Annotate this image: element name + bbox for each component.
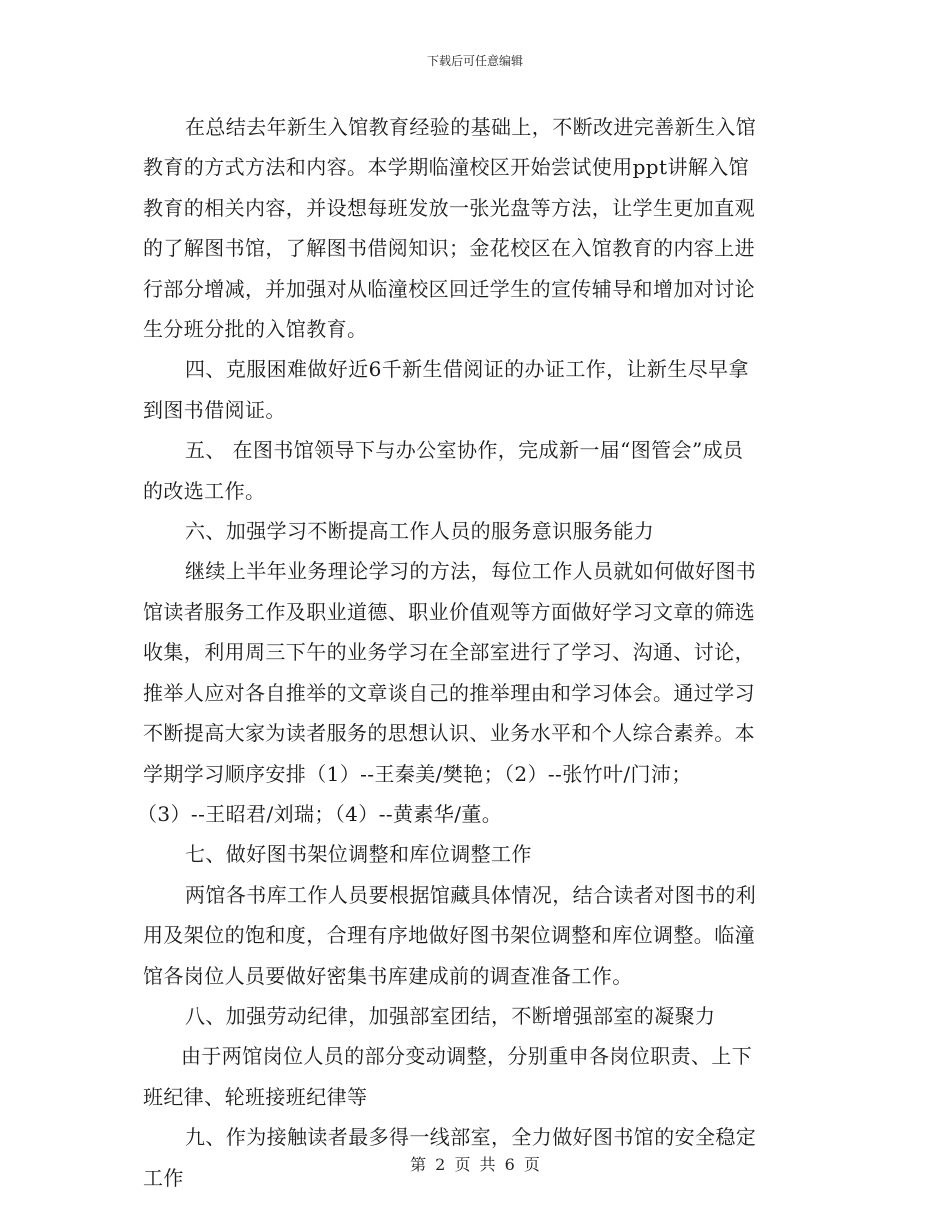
paragraph-line: 班纪律、轮班接班纪律等 bbox=[143, 1084, 368, 1109]
paragraph-line: 馆读者服务工作及职业道德、职业价值观等方面做好学习文章的筛选 bbox=[143, 599, 755, 624]
paragraph-line: 行部分增减，并加强对从临潼校区回迁学生的宣传辅导和增加对讨论 bbox=[143, 276, 755, 301]
page-header: 下载后可任意编辑 bbox=[426, 54, 523, 68]
paragraph-line: 收集，利用周三下午的业务学习在全部室进行了学习、沟通、讨论， bbox=[143, 640, 755, 665]
section-heading-5: 五、 在图书馆领导下与办公室协作，完成新一届“图管会”成员 bbox=[185, 438, 744, 463]
paragraph-line: 不断提高大家为读者服务的思想认识、业务水平和个人综合素养。本 bbox=[143, 721, 755, 746]
paragraph-line: 两馆各书库工作人员要根据馆藏具体情况，结合读者对图书的利 bbox=[185, 882, 757, 907]
paragraph-line: 在总结去年新生入馆教育经验的基础上，不断改进完善新生入馆 bbox=[185, 115, 757, 139]
paragraph-line: 推举人应对各自推举的文章谈自己的推举理由和学习体会。通过学习 bbox=[143, 680, 755, 705]
section-heading-4: 四、克服困难做好近6千新生借阅证的办证工作，让新生尽早拿 bbox=[185, 357, 749, 382]
paragraph-line: 馆各岗位人员要做好密集书库建成前的调查准备工作。 bbox=[143, 963, 633, 988]
paragraph-line: （3）--王昭君/刘瑞；（4）--黄素华/董。 bbox=[137, 801, 503, 826]
paragraph-line: 用及架位的饱和度，合理有序地做好图书架位调整和库位调整。临潼 bbox=[143, 923, 755, 948]
paragraph-line: 生分班分批的入馆教育。 bbox=[143, 317, 368, 342]
section-heading-8: 八、加强劳动纪律，加强部室团结，不断增强部室的凝聚力 bbox=[185, 1003, 716, 1028]
page-number: 第 2 页 共 6 页 bbox=[410, 1155, 540, 1174]
paragraph-line: 继续上半年业务理论学习的方法，每位工作人员就如何做好图书 bbox=[185, 559, 757, 584]
document-body bbox=[137, 107, 813, 1198]
paragraph-line: 学期学习顺序安排（1）--王秦美/樊艳；（2）--张竹叶/门沛； bbox=[143, 761, 692, 786]
paragraph-line: 由于两馆岗位人员的部分变动调整，分别重申各岗位职责、上下 bbox=[181, 1044, 753, 1069]
paragraph-line: 教育的相关内容，并设想每班发放一张光盘等方法，让学生更加直观 bbox=[143, 195, 755, 220]
section-heading-6: 六、加强学习不断提高工作人员的服务意识服务能力 bbox=[185, 519, 655, 544]
paragraph-line: 的改选工作。 bbox=[143, 478, 266, 503]
paragraph-line: 到图书借阅证。 bbox=[143, 397, 286, 422]
paragraph-line: 工作 bbox=[143, 1165, 184, 1190]
paragraph-line: 教育的方式方法和内容。本学期临潼校区开始尝试使用ppt讲解入馆 bbox=[143, 155, 750, 180]
section-heading-9: 九、作为接触读者最多得一线部室，全力做好图书馆的安全稳定 bbox=[185, 1125, 757, 1150]
section-heading-7: 七、做好图书架位调整和库位调整工作 bbox=[185, 842, 532, 867]
paragraph-line: 的了解图书馆，了解图书借阅知识；金花校区在入馆教育的内容上进 bbox=[143, 236, 755, 261]
